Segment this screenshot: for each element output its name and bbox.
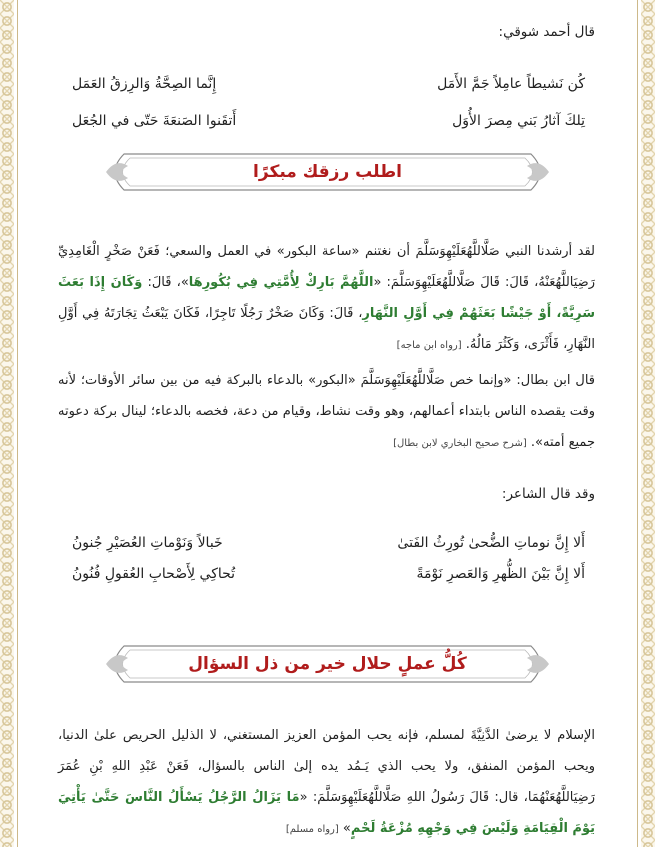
right-frame-line bbox=[637, 0, 638, 847]
poem1-verse-1 bbox=[72, 76, 585, 92]
verse-hemistich: إِنَّما الصِحَّةُ وَالرِزقُ العَمَل bbox=[72, 76, 217, 92]
paragraph-text: لقد أرشدنا النبي صَلَّاللَّهُعَلَيْهِوَسَلَّمَ أن نغتنم «ساعة البكور» في العمل والسعي؛ فَعَنْ صَخْرٍ الْغَامِدِيِّ رَضِيَاللَّهُعَنْهُ، bbox=[58, 244, 595, 290]
section-title: اطلب رزقك مبكرًا bbox=[253, 162, 402, 182]
paragraph-text: قَالَ رَسُولُ اللهِ صَلَّاللَّهُعَلَيْهِوَسَلَّمَ: « bbox=[299, 790, 490, 805]
verse-hemistich: تِلكَ آثارُ بَني مِصرَ الأُوَل bbox=[452, 113, 585, 129]
verse-hemistich: كُن نَشيطاً عامِلاً جَمَّ الأَمَل bbox=[437, 76, 585, 92]
verse-hemistich: أَتقَنوا الصَنعَةَ حَتّى في الجُعَل bbox=[72, 113, 237, 129]
paragraph-text: »، قَالَ: bbox=[142, 275, 189, 290]
verse-hemistich: خَبالاً وَنَوْماتِ العُصَيْرِ جُنونُ bbox=[72, 535, 223, 551]
section-title: كُلُّ عملٍ حلال خير من ذل السؤال bbox=[188, 654, 467, 674]
paragraph-text: الإسلام لا يرضىٰ الدَّنِيَّةَ لمسلم، فإنه يحب المؤمن العزيز المستغني، لا الذليل الحريص علىٰ الدنيا، ويحب المؤمن المنفق، ولا يحب الذي يَـمُد يده إلىٰ الناس بالسؤال، فَعَنْ عَبْدِ اللهِ بْنِ عُمَرَ رَضِيَاللَّهُعَنْهُمَا، قال: bbox=[58, 728, 595, 805]
body-paragraph bbox=[58, 720, 595, 845]
verse-hemistich: أَلا إِنَّ نوماتِ الضُّحىٰ تُورِثُ الفَتىٰ bbox=[397, 535, 585, 551]
paragraph-text: قال ابن بطال: «وإنما خص صَلَّاللَّهُعَلَيْهِوَسَلَّمَ «البكور» بالدعاء بالبركة فيه من بين سائر الأوقات؛ لأنه وقت يقصده الناس بابتداء أعمالهم، وهو وقت نشاط، وقيام من دعة، فخصه بالدعاء؛ لينال بركة دعوته جميع أمته». bbox=[58, 373, 595, 450]
right-border-ornament bbox=[641, 0, 655, 847]
poem2-intro: وقد قال الشاعر: bbox=[501, 486, 595, 502]
hadith-quote: وَكَانَ إِذَا بَعَثَ سَرِيَّةً، أَوْ جَيْشًا بَعَثَهُمْ فِي أَوَّلِ النَّهَارِ bbox=[58, 275, 595, 321]
source-citation: [رواه ابن ماجه] bbox=[396, 340, 462, 351]
source-citation: [رواه مسلم] bbox=[285, 824, 339, 835]
source-citation: [شرح صحيح البخاري لابن بطال] bbox=[393, 438, 527, 449]
section-title-banner bbox=[102, 150, 553, 194]
left-border-ornament bbox=[0, 0, 14, 847]
verse-hemistich: تُحاكِي لِأَصْحابِ العُقولِ فُنُونُ bbox=[72, 566, 236, 582]
page-content bbox=[22, 0, 633, 847]
verse-hemistich: أَلا إِنَّ بَيْنَ الظُّهرِ وَالعَصرِ نَوْمَةً bbox=[416, 566, 585, 582]
hadith-quote: مَا يَزَالُ الرَّجُلُ يَسْأَلُ النَّاسَ حَتَّىٰ يَأْتِيَ يَوْمَ الْقِيَامَةِ وَلَيْسَ فِي وَجْهِهِ مُزْعَةُ لَحْمٍ bbox=[58, 790, 595, 836]
poem2-verse-2 bbox=[72, 566, 585, 582]
hadith-quote: اللَّهُمَّ بَارِكْ لِأُمَّتِي فِي بُكُورِهَا bbox=[188, 275, 374, 290]
poem1-verse-2 bbox=[72, 113, 585, 129]
hadith-paragraph-1 bbox=[58, 236, 595, 361]
paragraph-text: ، قَالَ: وَكَانَ صَخْرٌ رَجُلًا تَاجِرًا، فَكَانَ يَبْعَثُ تِجَارَتَهُ فِي أَوَّلِ النَّهَارِ، فَأَثْرَى، وَكَثُرَ مَالُهُ. bbox=[58, 306, 595, 352]
left-frame-line bbox=[17, 0, 18, 847]
section-title-banner bbox=[102, 642, 553, 686]
poem2-verse-1 bbox=[72, 535, 585, 551]
paragraph-text: » bbox=[342, 821, 351, 836]
paragraph-text: قَالَ: قَالَ صَلَّاللَّهُعَلَيْهِوَسَلَّمَ: « bbox=[373, 275, 529, 290]
commentary-paragraph bbox=[58, 365, 595, 459]
poem1-intro: قال أحمد شوقي: bbox=[498, 24, 595, 40]
